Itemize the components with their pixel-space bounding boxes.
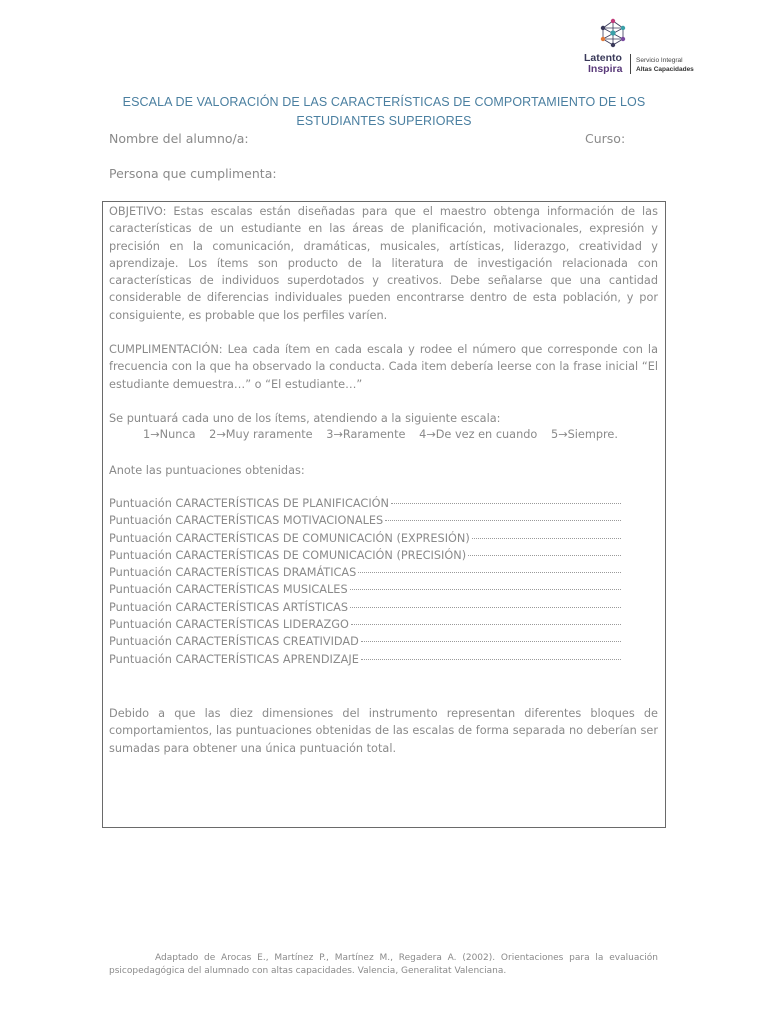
logo-divider	[630, 54, 631, 74]
logo-tagline-line1: Servicio Integral	[636, 57, 683, 64]
score-fill-line	[350, 607, 621, 608]
score-label: Puntuación CARACTERÍSTICAS DRAMÁTICAS	[109, 566, 357, 580]
score-label: Puntuación CARACTERÍSTICAS MUSICALES	[109, 583, 348, 597]
scale-item: 1→Nunca	[143, 428, 196, 441]
scale-item: 3→Raramente	[326, 428, 406, 441]
instructions-paragraph: CUMPLIMENTACIÓN: Lea cada ítem en cada escala y rodee el número que corresponde con la frecuencia con la que ha observado la conducta. Cada item debería leerse con la frase inicial “El estudiante demuestra…” o “El estudiante…”	[109, 343, 658, 391]
score-fill-line	[350, 589, 621, 590]
logo-tagline	[636, 56, 694, 74]
score-label: Puntuación CARACTERÍSTICAS CREATIVIDAD	[109, 635, 359, 649]
score-row	[109, 635, 621, 652]
score-label: Puntuación CARACTERÍSTICAS DE COMUNICACIÓN (PRECISIÓN)	[109, 548, 467, 562]
course-label: Curso:	[585, 131, 626, 146]
score-row	[109, 497, 621, 514]
score-label: Puntuación CARACTERÍSTICAS DE PLANIFICACIÓN	[109, 497, 389, 510]
network-logo-icon	[598, 18, 628, 48]
score-label: Puntuación CARACTERÍSTICAS DE COMUNICACIÓN (EXPRESIÓN)	[109, 531, 470, 545]
score-label: Puntuación CARACTERÍSTICAS MOTIVACIONALES	[109, 514, 384, 528]
scale-item: 5→Siempre.	[550, 428, 618, 441]
logo-brand	[584, 53, 622, 75]
scale-item: 4→De vez en cuando	[419, 428, 538, 441]
score-row	[109, 618, 621, 635]
score-row	[109, 532, 621, 549]
objective-paragraph: OBJETIVO: Estas escalas están diseñadas para que el maestro obtenga información de las características de un estudiante en las áreas de planificación, motivacionales, expresión y precisión en la comunicación, dramáticas, musicales, artísticas, liderazgo, creatividad y aprendizaje. Los ítems son producto de la literatura de investigación relacionada con características de individuos superdotados y creativos. Debe señalarse que una cantidad considerable de diferencias individuales pueden encontrarse dentro de esta población, y por consiguiente, es probable que los perfiles varíen.	[109, 205, 658, 322]
document-title: ESCALA DE VALORACIÓN DE LAS CARACTERÍSTICAS DE COMPORTAMIENTO DE LOS ESTUDIANTES SUPERIORES	[122, 95, 646, 128]
rating-scale	[143, 428, 628, 441]
score-row	[109, 653, 621, 670]
scale-intro: Se puntuará cada uno de los ítems, atendiendo a la siguiente escala:	[109, 412, 501, 425]
score-label: Puntuación CARACTERÍSTICAS LIDERAZGO	[109, 618, 349, 632]
score-fill-line	[468, 555, 621, 556]
scale-item: 2→Muy raramente	[209, 428, 313, 441]
score-fill-line	[361, 659, 621, 660]
score-fill-line	[358, 572, 621, 573]
score-fill-line	[385, 520, 621, 521]
score-row	[109, 549, 621, 566]
score-row	[109, 514, 621, 531]
score-row	[109, 583, 621, 600]
logo-brand-line1: Latento	[584, 52, 622, 64]
score-label: Puntuación CARACTERÍSTICAS ARTÍSTICAS	[109, 600, 349, 614]
scores-intro: Anote las puntuaciones obtenidas:	[109, 464, 305, 477]
source-citation: Adaptado de Arocas E., Martínez P., Martínez M., Regadera A. (2002). Orientaciones para la evaluación psicopedagógica del alumnado con altas capacidades. Valencia, Generalitat Valenciana.	[109, 953, 658, 976]
logo	[582, 18, 712, 78]
score-fill-line	[472, 538, 621, 539]
score-row	[109, 601, 621, 618]
score-fill-line	[351, 624, 621, 625]
logo-tagline-line2: Altas Capacidades	[636, 66, 694, 73]
score-fill-line	[391, 503, 621, 504]
student-name-label: Nombre del alumno/a:	[109, 131, 249, 146]
scores-list	[109, 497, 621, 670]
note-paragraph: Debido a que las diez dimensiones del instrumento representan diferentes bloques de comportamientos, las puntuaciones obtenidas de las escalas de forma separada no deberían ser sumadas para obtener una única puntuación total.	[109, 707, 658, 755]
score-row	[109, 566, 621, 583]
completed-by-label: Persona que cumplimenta:	[109, 166, 277, 181]
score-label: Puntuación CARACTERÍSTICAS APRENDIZAJE	[109, 652, 359, 666]
score-fill-line	[361, 641, 621, 642]
logo-brand-line2: Inspira	[588, 63, 623, 75]
